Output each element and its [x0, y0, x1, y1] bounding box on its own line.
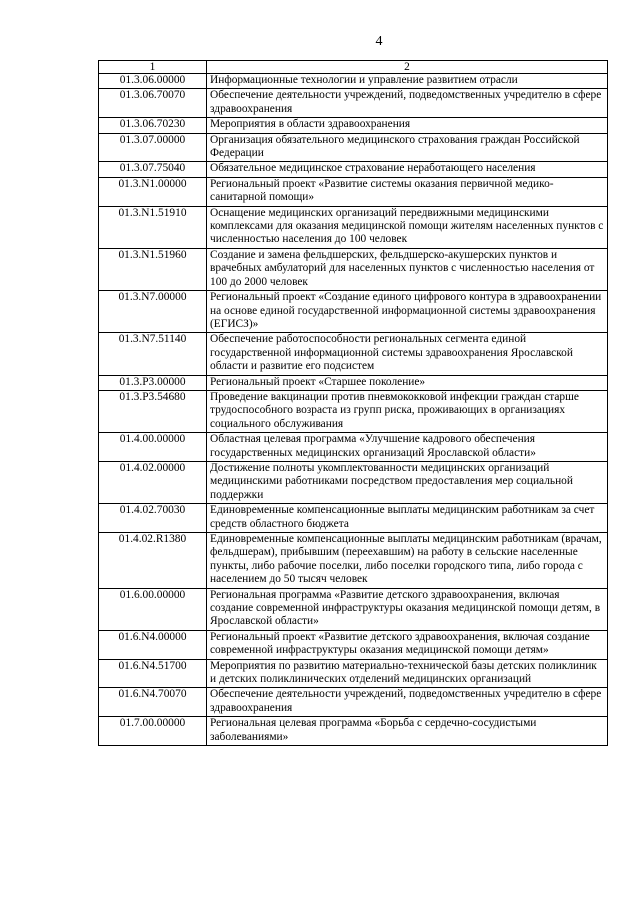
table-row	[99, 433, 608, 462]
row-code: 01.3.06.70070	[99, 89, 207, 118]
row-description: Организация обязательного медицинского страхования граждан Российской Федерации	[207, 133, 608, 162]
row-description: Достижение полноты укомплектованности медицинских организаций медицинскими работниками посредством предоставления мер социальной поддержки	[207, 461, 608, 503]
table-row	[99, 588, 608, 630]
row-description: Обеспечение деятельности учреждений, подведомственных учредителю в сфере здравоохранения	[207, 688, 608, 717]
table-row	[99, 206, 608, 248]
table-row	[99, 688, 608, 717]
row-code: 01.4.00.00000	[99, 433, 207, 462]
table-row	[99, 291, 608, 333]
row-description: Региональный проект «Развитие системы оказания первичной медико-санитарной помощи»	[207, 177, 608, 206]
row-description: Региональный проект «Старшее поколение»	[207, 375, 608, 390]
table-row	[99, 390, 608, 432]
table-row	[99, 630, 608, 659]
budget-codes-table	[98, 60, 608, 746]
row-code: 01.3.06.70230	[99, 118, 207, 133]
row-description: Оснащение медицинских организаций передвижными медицинскими комплексами для оказания медицинской помощи жителям населенных пунктов с численностью населения до 100 человек	[207, 206, 608, 248]
table-body	[99, 74, 608, 746]
row-code: 01.6.00.00000	[99, 588, 207, 630]
row-code: 01.4.02.70030	[99, 504, 207, 533]
table-row	[99, 461, 608, 503]
row-code: 01.3.N1.51960	[99, 248, 207, 290]
column-header-code: 1	[99, 61, 207, 74]
row-code: 01.3.07.00000	[99, 133, 207, 162]
row-description: Обеспечение деятельности учреждений, подведомственных учредителю в сфере здравоохранения	[207, 89, 608, 118]
row-code: 01.7.00.00000	[99, 717, 207, 746]
table-row	[99, 133, 608, 162]
row-description: Единовременные компенсационные выплаты медицинским работникам (врачам, фельдшерам), прибывшим (переехавшим) на работу в сельские населенные пункты, либо рабочие поселки, либо поселки городского типа, либо города с населением до 50 тысяч человек	[207, 533, 608, 589]
row-description: Региональная программа «Развитие детского здравоохранения, включая создание современной инфраструктуры оказания медицинской помощи детям, в Ярославской области»	[207, 588, 608, 630]
row-code: 01.3.N7.51140	[99, 333, 207, 375]
row-description: Региональная целевая программа «Борьба с сердечно-сосудистыми заболеваниями»	[207, 717, 608, 746]
row-description: Областная целевая программа «Улучшение кадрового обеспечения государственных медицинских организаций Ярославской области»	[207, 433, 608, 462]
table-row	[99, 248, 608, 290]
row-description: Обеспечение работоспособности региональных сегмента единой государственной информационной системы здравоохранения Ярославской области и развитие его подсистем	[207, 333, 608, 375]
row-description: Создание и замена фельдшерских, фельдшерско-акушерских пунктов и врачебных амбулаторий для населенных пунктов с численностью населения от 100 до 2000 человек	[207, 248, 608, 290]
row-code: 01.6.N4.51700	[99, 659, 207, 688]
table-row	[99, 89, 608, 118]
table-row	[99, 504, 608, 533]
table-header-row	[99, 61, 608, 74]
row-code: 01.3.N1.00000	[99, 177, 207, 206]
row-code: 01.3.07.75040	[99, 162, 207, 177]
row-description: Региональный проект «Развитие детского здравоохранения, включая создание современной инфраструктуры оказания медицинской помощи детям»	[207, 630, 608, 659]
row-code: 01.6.N4.00000	[99, 630, 207, 659]
table-row	[99, 533, 608, 589]
row-description: Информационные технологии и управление развитием отрасли	[207, 74, 608, 89]
page-number: 4	[375, 34, 383, 49]
table-row	[99, 74, 608, 89]
row-description: Единовременные компенсационные выплаты медицинским работникам за счет средств областного бюджета	[207, 504, 608, 533]
row-description: Обязательное медицинское страхование неработающего населения	[207, 162, 608, 177]
table-row	[99, 659, 608, 688]
table-row	[99, 118, 608, 133]
table-row	[99, 162, 608, 177]
row-code: 01.4.02.R1380	[99, 533, 207, 589]
column-header-description: 2	[207, 61, 608, 74]
row-code: 01.6.N4.70070	[99, 688, 207, 717]
table-row	[99, 717, 608, 746]
row-description: Проведение вакцинации против пневмококковой инфекции граждан старше трудоспособного возраста из групп риска, проживающих в организациях социального обслуживания	[207, 390, 608, 432]
row-description: Мероприятия в области здравоохранения	[207, 118, 608, 133]
row-description: Мероприятия по развитию материально-технической базы детских поликлиник и детских поликлинических отделений медицинских организаций	[207, 659, 608, 688]
table-row	[99, 375, 608, 390]
table-row	[99, 333, 608, 375]
row-code: 01.3.N1.51910	[99, 206, 207, 248]
row-code: 01.3.P3.54680	[99, 390, 207, 432]
table-row	[99, 177, 608, 206]
row-code: 01.3.N7.00000	[99, 291, 207, 333]
row-code: 01.3.P3.00000	[99, 375, 207, 390]
row-description: Региональный проект «Создание единого цифрового контура в здравоохранении на основе единой государственной информационной системы здравоохранения (ЕГИСЗ)»	[207, 291, 608, 333]
row-code: 01.4.02.00000	[99, 461, 207, 503]
row-code: 01.3.06.00000	[99, 74, 207, 89]
